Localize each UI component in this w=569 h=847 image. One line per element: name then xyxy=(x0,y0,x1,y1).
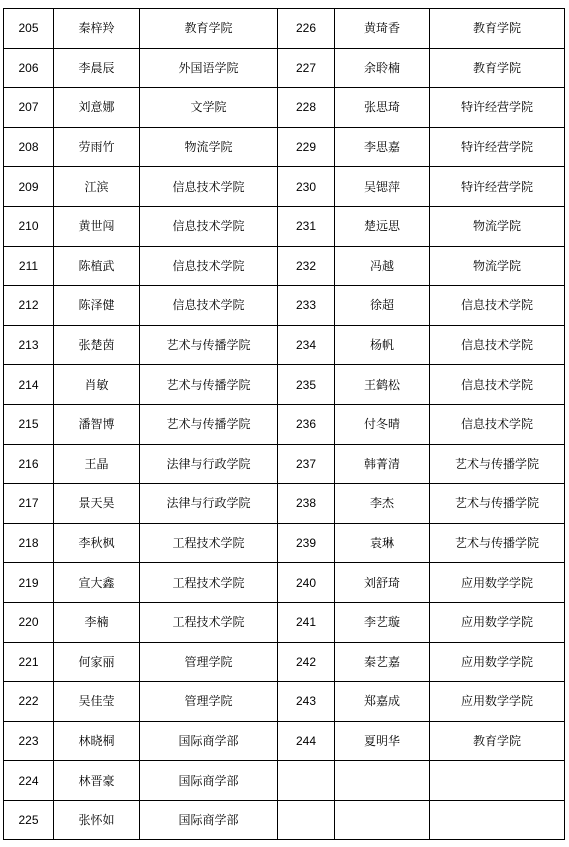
table-row xyxy=(4,602,565,642)
left-department-cell: 管理学院 xyxy=(140,642,278,682)
right-number-cell: 228 xyxy=(278,88,335,128)
left-number-cell: 215 xyxy=(4,404,54,444)
right-department-cell: 信息技术学院 xyxy=(430,404,565,444)
left-department-cell: 信息技术学院 xyxy=(140,246,278,286)
left-name-cell: 潘智博 xyxy=(54,404,140,444)
table-row xyxy=(4,88,565,128)
left-number-cell: 223 xyxy=(4,721,54,761)
right-name-cell: 徐超 xyxy=(335,286,430,326)
right-name-cell: 夏明华 xyxy=(335,721,430,761)
right-number-cell: 236 xyxy=(278,404,335,444)
right-department-cell: 物流学院 xyxy=(430,206,565,246)
right-name-cell: 付冬晴 xyxy=(335,404,430,444)
left-name-cell: 肖敏 xyxy=(54,365,140,405)
right-department-cell: 应用数学学院 xyxy=(430,642,565,682)
left-department-cell: 国际商学部 xyxy=(140,761,278,801)
left-number-cell: 216 xyxy=(4,444,54,484)
left-department-cell: 信息技术学院 xyxy=(140,167,278,207)
left-number-cell: 210 xyxy=(4,206,54,246)
table-row xyxy=(4,563,565,603)
left-name-cell: 何家丽 xyxy=(54,642,140,682)
right-name-cell: 楚远思 xyxy=(335,206,430,246)
right-number-cell: 233 xyxy=(278,286,335,326)
right-name-cell: 韩菁清 xyxy=(335,444,430,484)
right-number-cell: 235 xyxy=(278,365,335,405)
left-department-cell: 文学院 xyxy=(140,88,278,128)
left-department-cell: 艺术与传播学院 xyxy=(140,325,278,365)
table-row xyxy=(4,325,565,365)
left-department-cell: 法律与行政学院 xyxy=(140,444,278,484)
right-name-cell: 袁琳 xyxy=(335,523,430,563)
right-department-cell: 物流学院 xyxy=(430,246,565,286)
left-department-cell: 国际商学部 xyxy=(140,800,278,840)
table-row xyxy=(4,246,565,286)
left-name-cell: 劳雨竹 xyxy=(54,127,140,167)
right-name-cell: 李杰 xyxy=(335,484,430,524)
left-department-cell: 工程技术学院 xyxy=(140,523,278,563)
left-name-cell: 宣大鑫 xyxy=(54,563,140,603)
table-row xyxy=(4,682,565,722)
left-department-cell: 艺术与传播学院 xyxy=(140,404,278,444)
left-number-cell: 214 xyxy=(4,365,54,405)
left-number-cell: 224 xyxy=(4,761,54,801)
right-number-cell: 240 xyxy=(278,563,335,603)
left-department-cell: 国际商学部 xyxy=(140,721,278,761)
left-name-cell: 吴佳莹 xyxy=(54,682,140,722)
right-department-cell: 艺术与传播学院 xyxy=(430,444,565,484)
right-department-cell: 信息技术学院 xyxy=(430,286,565,326)
right-name-cell: 杨帆 xyxy=(335,325,430,365)
right-department-cell: 教育学院 xyxy=(430,721,565,761)
left-department-cell: 法律与行政学院 xyxy=(140,484,278,524)
left-department-cell: 信息技术学院 xyxy=(140,206,278,246)
left-department-cell: 外国语学院 xyxy=(140,48,278,88)
right-name-cell: 秦艺嘉 xyxy=(335,642,430,682)
left-number-cell: 212 xyxy=(4,286,54,326)
right-number-cell: 243 xyxy=(278,682,335,722)
right-number-cell: 237 xyxy=(278,444,335,484)
left-number-cell: 211 xyxy=(4,246,54,286)
table-row xyxy=(4,444,565,484)
left-department-cell: 艺术与传播学院 xyxy=(140,365,278,405)
right-number-cell xyxy=(278,800,335,840)
left-number-cell: 220 xyxy=(4,602,54,642)
left-department-cell: 管理学院 xyxy=(140,682,278,722)
right-department-cell: 特许经营学院 xyxy=(430,88,565,128)
left-name-cell: 秦梓羚 xyxy=(54,9,140,49)
left-name-cell: 景天昊 xyxy=(54,484,140,524)
right-department-cell: 教育学院 xyxy=(430,9,565,49)
right-name-cell: 黄琦香 xyxy=(335,9,430,49)
right-number-cell: 230 xyxy=(278,167,335,207)
left-number-cell: 205 xyxy=(4,9,54,49)
table-row xyxy=(4,800,565,840)
right-number-cell: 244 xyxy=(278,721,335,761)
table-row xyxy=(4,761,565,801)
left-number-cell: 207 xyxy=(4,88,54,128)
left-name-cell: 李秋枫 xyxy=(54,523,140,563)
left-name-cell: 李晨辰 xyxy=(54,48,140,88)
right-department-cell: 应用数学学院 xyxy=(430,602,565,642)
left-department-cell: 工程技术学院 xyxy=(140,563,278,603)
right-number-cell: 232 xyxy=(278,246,335,286)
right-number-cell: 229 xyxy=(278,127,335,167)
right-number-cell: 239 xyxy=(278,523,335,563)
table-row xyxy=(4,404,565,444)
right-department-cell: 特许经营学院 xyxy=(430,167,565,207)
left-name-cell: 陈植武 xyxy=(54,246,140,286)
table-row xyxy=(4,286,565,326)
left-number-cell: 218 xyxy=(4,523,54,563)
table-row xyxy=(4,167,565,207)
right-name-cell: 余聆楠 xyxy=(335,48,430,88)
left-department-cell: 信息技术学院 xyxy=(140,286,278,326)
right-name-cell: 刘舒琦 xyxy=(335,563,430,603)
right-department-cell: 信息技术学院 xyxy=(430,325,565,365)
right-department-cell: 艺术与传播学院 xyxy=(430,484,565,524)
table-row xyxy=(4,642,565,682)
left-number-cell: 206 xyxy=(4,48,54,88)
right-name-cell: 郑嘉成 xyxy=(335,682,430,722)
right-department-cell xyxy=(430,761,565,801)
right-department-cell: 应用数学学院 xyxy=(430,563,565,603)
left-number-cell: 219 xyxy=(4,563,54,603)
table-row xyxy=(4,48,565,88)
right-number-cell: 238 xyxy=(278,484,335,524)
left-name-cell: 王晶 xyxy=(54,444,140,484)
right-number-cell: 242 xyxy=(278,642,335,682)
right-name-cell: 王鹤松 xyxy=(335,365,430,405)
right-department-cell xyxy=(430,800,565,840)
right-department-cell: 特许经营学院 xyxy=(430,127,565,167)
left-department-cell: 教育学院 xyxy=(140,9,278,49)
right-number-cell: 231 xyxy=(278,206,335,246)
table-row xyxy=(4,9,565,49)
left-name-cell: 林晋豪 xyxy=(54,761,140,801)
right-name-cell: 李艺璇 xyxy=(335,602,430,642)
left-department-cell: 工程技术学院 xyxy=(140,602,278,642)
left-name-cell: 张楚茵 xyxy=(54,325,140,365)
left-number-cell: 222 xyxy=(4,682,54,722)
left-number-cell: 208 xyxy=(4,127,54,167)
right-number-cell xyxy=(278,761,335,801)
table-row xyxy=(4,721,565,761)
name-list-table xyxy=(3,8,565,840)
right-department-cell: 信息技术学院 xyxy=(430,365,565,405)
right-name-cell: 吴锶萍 xyxy=(335,167,430,207)
right-department-cell: 应用数学学院 xyxy=(430,682,565,722)
right-number-cell: 241 xyxy=(278,602,335,642)
left-name-cell: 黄世闯 xyxy=(54,206,140,246)
left-department-cell: 物流学院 xyxy=(140,127,278,167)
left-name-cell: 陈泽健 xyxy=(54,286,140,326)
left-name-cell: 林晓桐 xyxy=(54,721,140,761)
table-row xyxy=(4,523,565,563)
right-number-cell: 226 xyxy=(278,9,335,49)
left-number-cell: 209 xyxy=(4,167,54,207)
right-department-cell: 艺术与传播学院 xyxy=(430,523,565,563)
right-number-cell: 227 xyxy=(278,48,335,88)
left-number-cell: 217 xyxy=(4,484,54,524)
right-department-cell: 教育学院 xyxy=(430,48,565,88)
left-name-cell: 张怀如 xyxy=(54,800,140,840)
table-row xyxy=(4,484,565,524)
document-page xyxy=(3,8,565,840)
left-name-cell: 李楠 xyxy=(54,602,140,642)
left-name-cell: 江滨 xyxy=(54,167,140,207)
right-name-cell: 张思琦 xyxy=(335,88,430,128)
left-number-cell: 221 xyxy=(4,642,54,682)
table-row xyxy=(4,127,565,167)
left-number-cell: 213 xyxy=(4,325,54,365)
table-row xyxy=(4,365,565,405)
left-name-cell: 刘意娜 xyxy=(54,88,140,128)
right-name-cell xyxy=(335,761,430,801)
left-number-cell: 225 xyxy=(4,800,54,840)
right-name-cell xyxy=(335,800,430,840)
right-name-cell: 李思嘉 xyxy=(335,127,430,167)
table-body xyxy=(4,9,565,840)
right-name-cell: 冯越 xyxy=(335,246,430,286)
right-number-cell: 234 xyxy=(278,325,335,365)
table-row xyxy=(4,206,565,246)
